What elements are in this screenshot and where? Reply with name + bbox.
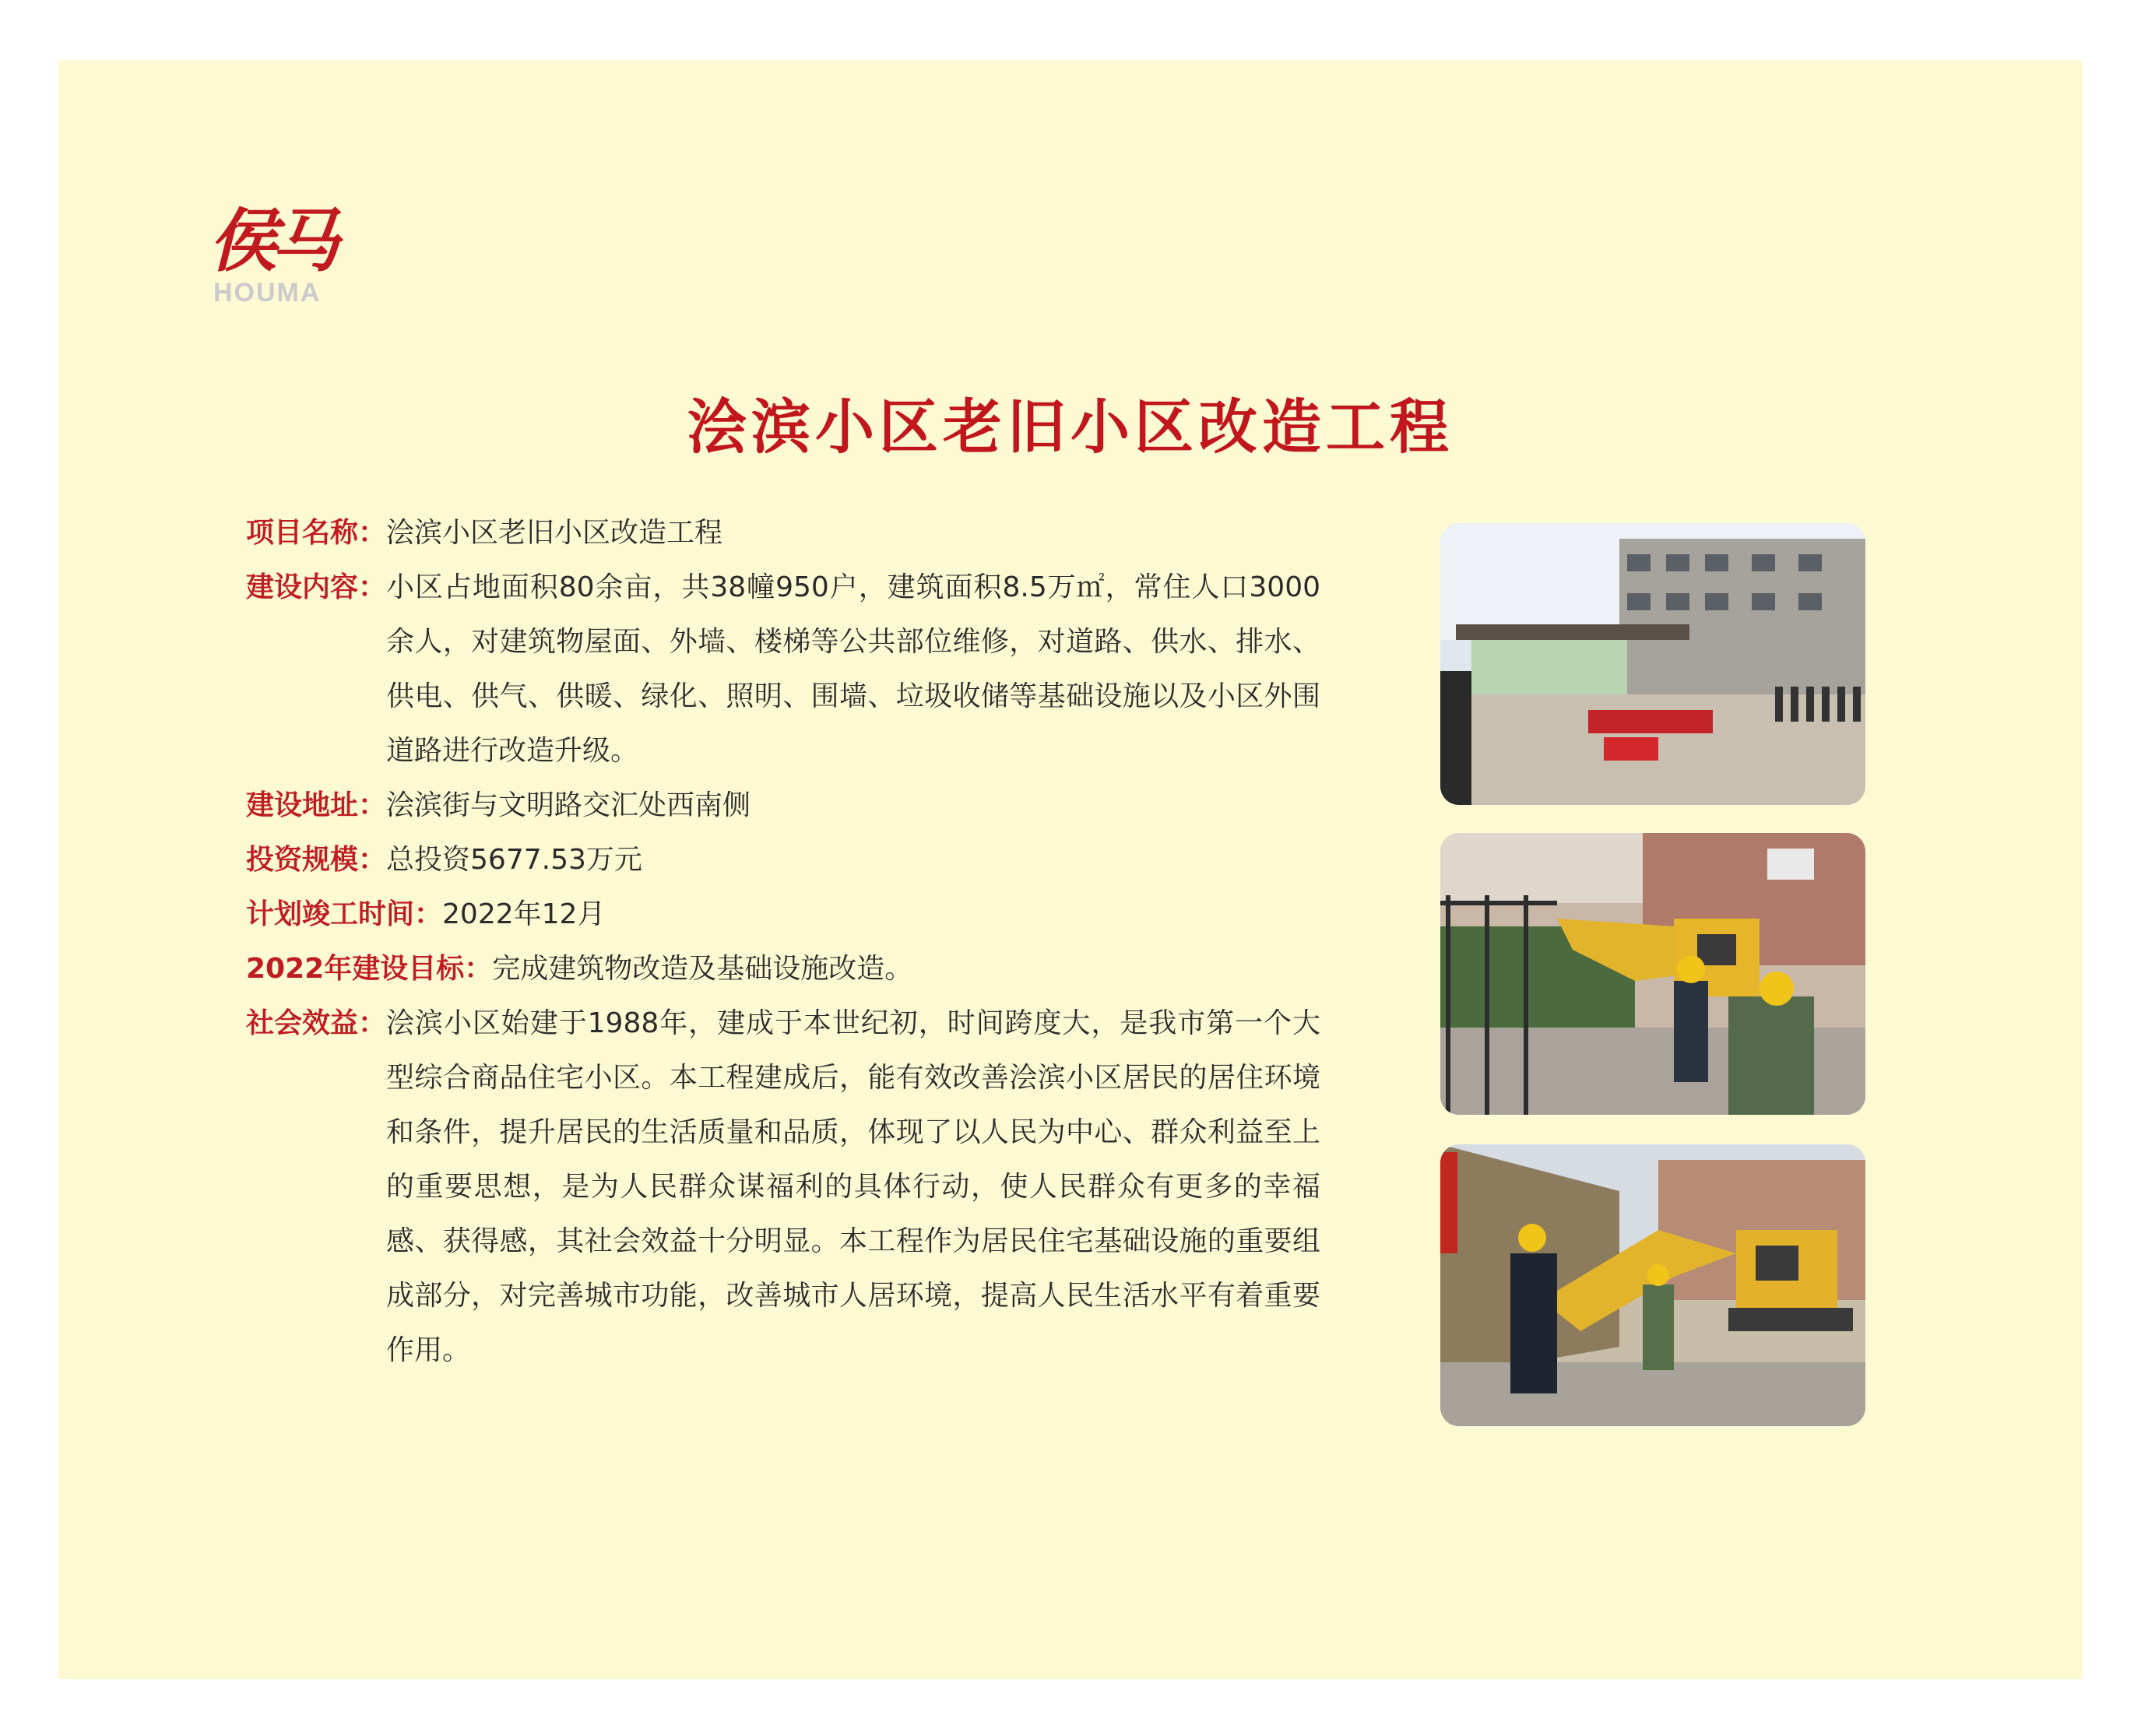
field-value: 总投资5677.53万元: [386, 844, 642, 876]
field-investment: [246, 833, 1320, 887]
field-label: 项目名称：: [246, 517, 387, 549]
field-value: 小区占地面积80余亩，共38幢950户，建筑面积8.5万㎡，常住人口3000余人，对建筑物屋面、外墙、楼梯等公共部位维修，对道路、供水、排水、供电、供气、供暖、绿化、照明、围墙、垃圾收储等基础设施以及小区外围道路进行改造升级。: [386, 571, 1320, 767]
logo-mark: 侯马: [209, 200, 334, 281]
field-value: 浍滨小区始建于1988年，建成于本世纪初，时间跨度大，是我市第一个大型综合商品住宅小区。本工程建成后，能有效改善浍滨小区居民的居住环境和条件，提升居民的生活质量和品质，体现了以人民为中心、群众利益至上的重要思想，是为人民群众谋福利的具体行动，使人民群众有更多的幸福感、获得感，其社会效益十分明显。本工程作为居民住宅基础设施的重要组成部分，对完善城市功能，改善城市人居环境，提高人民生活水平有着重要作用。: [386, 1007, 1320, 1366]
field-label: 建设地址：: [246, 789, 387, 821]
field-value: 浍滨街与文明路交汇处西南侧: [386, 789, 751, 821]
field-value: 完成建筑物改造及基础设施改造。: [492, 953, 913, 985]
photo-ceremony: [1440, 523, 1865, 805]
field-label: 2022年建设目标：: [246, 953, 493, 985]
field-value: 浍滨小区老旧小区改造工程: [386, 517, 723, 549]
logo-text: HOUMA: [213, 278, 322, 307]
photo-excavator-workers: [1440, 833, 1865, 1115]
field-completion-date: [246, 887, 1320, 942]
field-project-name: [246, 506, 1320, 561]
photo-excavator-digging: [1440, 1144, 1865, 1426]
field-construction-content: [246, 561, 1320, 778]
field-label: 建设内容：: [246, 571, 387, 603]
project-details: [246, 506, 1320, 1378]
field-label: 社会效益：: [246, 1007, 387, 1039]
field-label: 投资规模：: [246, 844, 387, 876]
field-2022-goal: [246, 942, 1320, 996]
field-value: 2022年12月: [442, 898, 606, 930]
field-social-benefit: [246, 996, 1320, 1378]
houma-logo: [209, 200, 341, 307]
page-title: 浍滨小区老旧小区改造工程: [687, 392, 1454, 462]
field-label: 计划竣工时间：: [246, 898, 443, 930]
field-address: [246, 778, 1320, 833]
